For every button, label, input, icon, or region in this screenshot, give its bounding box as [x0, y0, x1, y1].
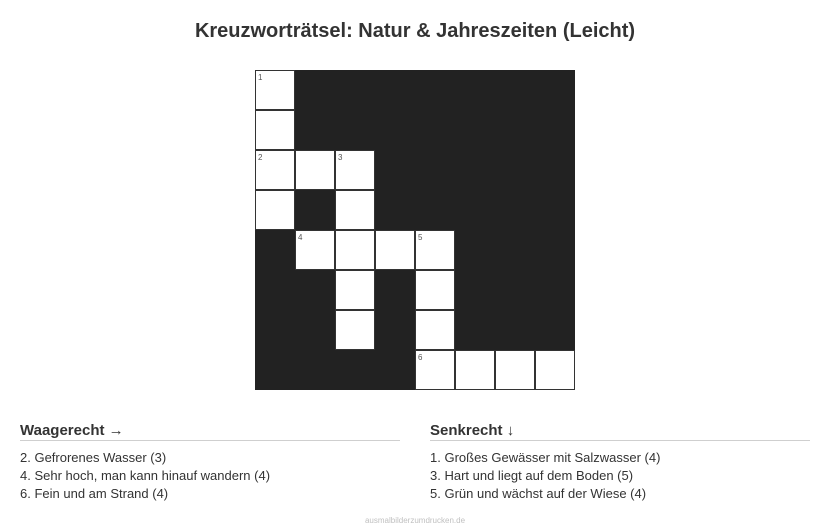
crossword-cell[interactable] [255, 70, 295, 110]
across-heading: Waagerecht → [20, 422, 400, 441]
crossword-cell[interactable] [535, 350, 575, 390]
across-clue: 4. Sehr hoch, man kann hinauf wandern (4) [20, 468, 271, 483]
down-clues-panel [430, 422, 810, 503]
clue-number: 3 [338, 153, 343, 162]
clue-number: 1 [258, 73, 263, 82]
down-heading: Senkrecht ↓ [430, 422, 810, 441]
across-clues-panel [20, 422, 400, 503]
crossword-cell[interactable] [415, 270, 455, 310]
down-clue: 1. Großes Gewässer mit Salzwasser (4) [430, 450, 661, 465]
crossword-cell[interactable] [295, 230, 335, 270]
crossword-cell[interactable] [255, 110, 295, 150]
crossword-cell[interactable] [335, 230, 375, 270]
crossword-cell[interactable] [335, 150, 375, 190]
source-footer: ausmalbilderzumdrucken.de [364, 516, 466, 525]
clue-number: 4 [298, 233, 303, 242]
crossword-cell[interactable] [495, 350, 535, 390]
crossword-cell[interactable] [335, 190, 375, 230]
crossword-cell[interactable] [415, 230, 455, 270]
down-clue: 3. Hart und liegt auf dem Boden (5) [430, 468, 634, 483]
crossword-cell[interactable] [335, 310, 375, 350]
crossword-grid [255, 70, 575, 390]
clue-number: 5 [418, 233, 423, 242]
crossword-cell[interactable] [255, 150, 295, 190]
down-clue: 5. Grün und wächst auf der Wiese (4) [430, 486, 647, 501]
crossword-cell[interactable] [255, 190, 295, 230]
page-title: Kreuzworträtsel: Natur & Jahreszeiten (Leicht) [194, 20, 636, 42]
clue-number: 6 [418, 353, 423, 362]
across-clue: 2. Gefrorenes Wasser (3) [20, 450, 167, 465]
clue-number: 2 [258, 153, 263, 162]
crossword-cell[interactable] [295, 150, 335, 190]
crossword-cell[interactable] [375, 230, 415, 270]
across-clue-list [20, 449, 400, 503]
down-clue-list [430, 449, 810, 503]
crossword-cell[interactable] [335, 270, 375, 310]
crossword-cell[interactable] [455, 350, 495, 390]
across-clue: 6. Fein und am Strand (4) [20, 486, 169, 501]
crossword-cell[interactable] [415, 350, 455, 390]
crossword-cell[interactable] [415, 310, 455, 350]
